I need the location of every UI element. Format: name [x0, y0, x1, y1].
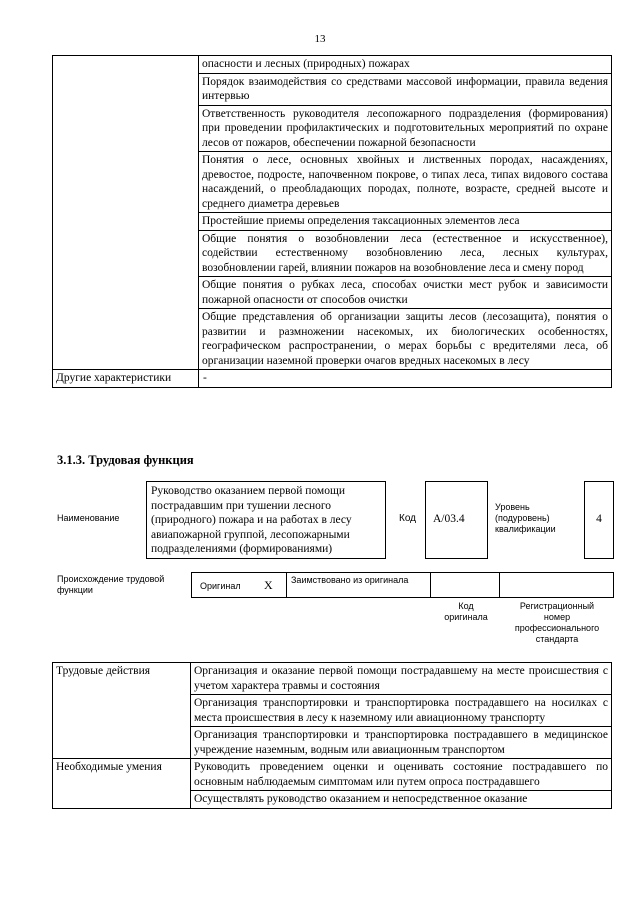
original-mark: X	[264, 578, 273, 592]
original-cell	[191, 572, 287, 598]
level-value: 4	[596, 513, 602, 525]
origin-code-caption: Код оригинала	[444, 601, 488, 622]
labor-action-row: Организация и оказание первой помощи пострадавшему на месте происшествия с учетом характера травмы и состояния	[191, 663, 612, 695]
other-characteristics-value: -	[199, 370, 612, 388]
knowledge-row: Понятия о лесе, основных хвойных и лиственных породах, насаждениях, древостое, подросте, напочвенном покрове, о типах леса, типах видового состава насаждений, о преобладающих породах, полноте, возрасте, средней высоте и среднего диаметра деревьев	[199, 152, 612, 213]
function-name-box: Руководство оказанием первой помощи пострадавшим при тушении лесного (природного) пожара и на работах в лесу авиапожарной группой, лесопожарными подразделениями (формированиями)	[146, 481, 386, 559]
actions-table	[52, 662, 612, 809]
skill-row: Руководить проведением оценки и оценивать состояние пострадавшего по основным наблюдаемым симптомам или путем опроса пострадавшего	[191, 759, 612, 791]
knowledge-row: Простейшие приемы определения таксационных элементов леса	[199, 213, 612, 231]
knowledge-row: Ответственность руководителя лесопожарного подразделения (формирования) при проведении профилактических и подготовительных мероприятий по охране лесов от пожаров, обеспечении пожарной безопасности	[199, 105, 612, 152]
section-title: 3.1.3. Трудовая функция	[57, 453, 194, 467]
reg-number-cell	[499, 572, 614, 598]
labor-action-row: Организация транспортировки и транспортировка пострадавшего на носилках с места происшествия в лесу к наземному или авиационному транспорту	[191, 695, 612, 727]
original-label: Оригинал	[200, 581, 241, 591]
function-code-value: A/03.4	[433, 513, 465, 525]
knowledge-label-cell	[53, 56, 199, 370]
labor-actions-label: Трудовые действия	[53, 663, 191, 759]
knowledge-row: Общие представления об организации защиты лесов (лесозащита), понятия о развитии и размножении насекомых, их биологических особенностях, географическом распространении, о мерах борьбы с вредителями леса, об организации наземной проверки очагов вредных насекомых в лесу	[199, 309, 612, 370]
knowledge-row: Порядок взаимодействия со средствами массовой информации, правила ведения интервью	[199, 73, 612, 105]
level-box	[584, 481, 614, 559]
origin-code-cell	[430, 572, 500, 598]
other-characteristics-label: Другие характеристики	[53, 370, 199, 388]
origin-label: Происхождение трудовой функции	[57, 574, 165, 595]
knowledge-row: Общие понятия о возобновлении леса (естественное и искусственное), содействии естественному возобновлению леса, лесных культурах, возобновлении гарей, влиянии пожаров на возобновление леса и смену пород	[199, 230, 612, 277]
skill-row: Осуществлять руководство оказанием и непосредственное оказание	[191, 791, 612, 809]
code-label: Код	[399, 513, 417, 524]
knowledge-table	[52, 55, 612, 388]
labor-action-row: Организация транспортировки и транспортировка пострадавшего в медицинское учреждение наземным, водным или авиационным транспортом	[191, 727, 612, 759]
function-code-box	[425, 481, 488, 559]
reg-number-caption: Регистрационный номер профессионального стандарта	[514, 601, 600, 644]
level-label: Уровень (подуровень) квалификации	[495, 502, 556, 534]
skills-label: Необходимые умения	[53, 759, 191, 809]
knowledge-row: опасности и лесных (природных) пожарах	[199, 56, 612, 74]
knowledge-row: Общие понятия о рубках леса, способах очистки мест рубок и зависимости пожарной опасности от способов очистки	[199, 277, 612, 309]
name-label: Наименование	[57, 513, 120, 523]
page-number: 13	[314, 33, 326, 45]
borrowed-label: Заимствовано из оригинала	[291, 575, 409, 585]
borrowed-cell	[286, 572, 431, 598]
